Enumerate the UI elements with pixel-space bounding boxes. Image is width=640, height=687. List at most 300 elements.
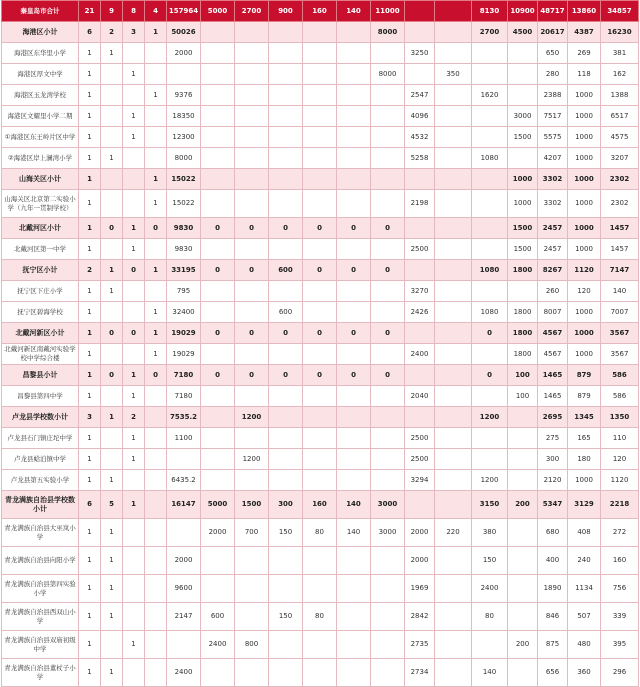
cell-value: 0: [201, 260, 235, 281]
cell-value: 1: [123, 428, 145, 449]
cell-value: [371, 169, 405, 190]
cell-value: 1890: [538, 575, 568, 603]
cell-value: 5000: [201, 491, 235, 519]
row-label: ①海港区东王岭片区中学: [2, 127, 79, 148]
cell-value: 395: [601, 631, 639, 659]
cell-value: 1: [145, 190, 167, 218]
cell-value: 200: [508, 491, 538, 519]
cell-value: 1500: [508, 239, 538, 260]
cell-value: 1: [79, 365, 101, 386]
cell-value: 280: [538, 64, 568, 85]
header-cell: 8130: [472, 1, 508, 22]
cell-value: 0: [303, 218, 337, 239]
cell-value: [371, 428, 405, 449]
cell-value: 240: [568, 547, 601, 575]
cell-value: 50026: [167, 22, 201, 43]
cell-value: 2734: [405, 659, 435, 687]
table-row: [2, 281, 639, 302]
cell-value: [167, 64, 201, 85]
table-row: [2, 302, 639, 323]
cell-value: [269, 631, 303, 659]
cell-value: 1: [79, 631, 101, 659]
cell-value: [337, 659, 371, 687]
cell-value: 1: [79, 85, 101, 106]
cell-value: [145, 575, 167, 603]
table-row: [2, 190, 639, 218]
cell-value: 1: [79, 575, 101, 603]
cell-value: 0: [371, 260, 405, 281]
cell-value: [235, 148, 269, 169]
cell-value: 2547: [405, 85, 435, 106]
cell-value: 3294: [405, 470, 435, 491]
cell-value: 0: [201, 365, 235, 386]
cell-value: 4500: [508, 22, 538, 43]
cell-value: [269, 148, 303, 169]
cell-value: [435, 365, 472, 386]
cell-value: 1345: [568, 407, 601, 428]
cell-value: [371, 386, 405, 407]
cell-value: [337, 239, 371, 260]
cell-value: 1: [145, 169, 167, 190]
cell-value: [371, 148, 405, 169]
cell-value: [269, 43, 303, 64]
cell-value: [303, 85, 337, 106]
cell-value: [337, 106, 371, 127]
cell-value: 1000: [568, 169, 601, 190]
cell-value: [123, 281, 145, 302]
cell-value: 1457: [601, 218, 639, 239]
cell-value: 1: [79, 547, 101, 575]
cell-value: [235, 22, 269, 43]
cell-value: 3567: [601, 344, 639, 365]
cell-value: [269, 449, 303, 470]
cell-value: [201, 281, 235, 302]
cell-value: 700: [235, 519, 269, 547]
cell-value: 1: [123, 386, 145, 407]
cell-value: 260: [538, 281, 568, 302]
subtotal-row: [2, 260, 639, 281]
cell-value: [145, 106, 167, 127]
cell-value: [337, 344, 371, 365]
cell-value: 2000: [405, 519, 435, 547]
cell-value: 2700: [472, 22, 508, 43]
cell-value: 360: [568, 659, 601, 687]
cell-value: 0: [269, 218, 303, 239]
table-row: [2, 386, 639, 407]
subtotal-row: [2, 22, 639, 43]
cell-value: 1120: [568, 260, 601, 281]
cell-value: [235, 281, 269, 302]
cell-value: [167, 519, 201, 547]
table-row: [2, 519, 639, 547]
cell-value: 4575: [601, 127, 639, 148]
cell-value: 220: [435, 519, 472, 547]
cell-value: 795: [167, 281, 201, 302]
cell-value: [508, 148, 538, 169]
cell-value: 2500: [405, 239, 435, 260]
cell-value: 1: [101, 519, 123, 547]
cell-value: [371, 43, 405, 64]
cell-value: [101, 85, 123, 106]
header-row: [2, 1, 639, 22]
cell-value: 32400: [167, 302, 201, 323]
header-total-label: 秦皇岛市合计: [2, 1, 79, 22]
cell-value: 2500: [405, 428, 435, 449]
cell-value: 586: [601, 386, 639, 407]
cell-value: 2000: [167, 43, 201, 64]
cell-value: 0: [235, 323, 269, 344]
cell-value: 5575: [538, 127, 568, 148]
cell-value: [472, 428, 508, 449]
cell-value: [435, 547, 472, 575]
table-row: [2, 547, 639, 575]
cell-value: 7517: [538, 106, 568, 127]
cell-value: [201, 575, 235, 603]
cell-value: 2388: [538, 85, 568, 106]
cell-value: 140: [601, 281, 639, 302]
cell-value: [269, 22, 303, 43]
cell-value: [235, 575, 269, 603]
cell-value: 2198: [405, 190, 435, 218]
cell-value: 756: [601, 575, 639, 603]
cell-value: 33195: [167, 260, 201, 281]
cell-value: 1080: [472, 260, 508, 281]
cell-value: [472, 281, 508, 302]
cell-value: 0: [337, 218, 371, 239]
cell-value: 1: [79, 659, 101, 687]
cell-value: [435, 428, 472, 449]
cell-value: [101, 428, 123, 449]
cell-value: [269, 428, 303, 449]
cell-value: 1500: [508, 218, 538, 239]
cell-value: 9376: [167, 85, 201, 106]
row-label: 青龙满族自治县大巫岚小学: [2, 519, 79, 547]
cell-value: [303, 302, 337, 323]
cell-value: [337, 148, 371, 169]
cell-value: [201, 449, 235, 470]
cell-value: 1620: [472, 85, 508, 106]
cell-value: 1080: [472, 302, 508, 323]
cell-value: [201, 470, 235, 491]
cell-value: [145, 407, 167, 428]
cell-value: [235, 239, 269, 260]
cell-value: [435, 344, 472, 365]
cell-value: [303, 470, 337, 491]
cell-value: 1200: [235, 449, 269, 470]
cell-value: 2147: [167, 603, 201, 631]
cell-value: [508, 281, 538, 302]
cell-value: [123, 190, 145, 218]
cell-value: [235, 659, 269, 687]
cell-value: 19029: [167, 323, 201, 344]
row-label: 山海关区北京第二实验小学（九年一贯制学校）: [2, 190, 79, 218]
cell-value: 1200: [235, 407, 269, 428]
cell-value: [145, 547, 167, 575]
cell-value: [337, 169, 371, 190]
cell-value: 1: [123, 491, 145, 519]
cell-value: 4567: [538, 344, 568, 365]
row-label: 山海关区小计: [2, 169, 79, 190]
header-cell: 21: [79, 1, 101, 22]
cell-value: [145, 386, 167, 407]
cell-value: [123, 148, 145, 169]
cell-value: 0: [371, 365, 405, 386]
cell-value: 1: [79, 169, 101, 190]
cell-value: [435, 127, 472, 148]
cell-value: [145, 603, 167, 631]
cell-value: 1: [101, 148, 123, 169]
cell-value: [371, 631, 405, 659]
cell-value: [101, 64, 123, 85]
row-label: 青龙满族自治县董杖子小学: [2, 659, 79, 687]
cell-value: [303, 428, 337, 449]
cell-value: 1: [101, 281, 123, 302]
cell-value: [371, 190, 405, 218]
header-cell: 160: [303, 1, 337, 22]
cell-value: 1100: [167, 428, 201, 449]
header-cell: 140: [337, 1, 371, 22]
cell-value: 1: [79, 386, 101, 407]
table-row: [2, 127, 639, 148]
cell-value: [435, 323, 472, 344]
cell-value: 1200: [472, 407, 508, 428]
cell-value: 1: [79, 148, 101, 169]
cell-value: 2695: [538, 407, 568, 428]
cell-value: [201, 190, 235, 218]
cell-value: 1500: [508, 127, 538, 148]
cell-value: 1: [145, 260, 167, 281]
cell-value: [145, 43, 167, 64]
cell-value: 1: [79, 603, 101, 631]
cell-value: [472, 127, 508, 148]
cell-value: [435, 85, 472, 106]
table-row: [2, 449, 639, 470]
row-label: 海港区小计: [2, 22, 79, 43]
table-row: [2, 85, 639, 106]
cell-value: [123, 43, 145, 64]
cell-value: 1: [145, 323, 167, 344]
cell-value: 140: [337, 519, 371, 547]
cell-value: [145, 428, 167, 449]
cell-value: 1: [123, 218, 145, 239]
subtotal-row: [2, 169, 639, 190]
cell-value: 6: [79, 22, 101, 43]
cell-value: 1: [101, 659, 123, 687]
subtotal-row: [2, 323, 639, 344]
cell-value: 9600: [167, 575, 201, 603]
cell-value: [101, 127, 123, 148]
header-cell: [405, 1, 435, 22]
cell-value: 0: [371, 323, 405, 344]
cell-value: [435, 603, 472, 631]
cell-value: [201, 106, 235, 127]
table-row: [2, 106, 639, 127]
cell-value: 80: [472, 603, 508, 631]
cell-value: [101, 302, 123, 323]
cell-value: [337, 127, 371, 148]
row-label: 海港区玉龙湾学校: [2, 85, 79, 106]
cell-value: [337, 43, 371, 64]
cell-value: 2218: [601, 491, 639, 519]
cell-value: 1: [79, 127, 101, 148]
cell-value: [269, 127, 303, 148]
cell-value: 1: [79, 239, 101, 260]
header-cell: 10900: [508, 1, 538, 22]
cell-value: [337, 22, 371, 43]
subtotal-row: [2, 365, 639, 386]
table-row: [2, 659, 639, 687]
cell-value: 1000: [508, 190, 538, 218]
cell-value: [303, 190, 337, 218]
cell-value: 20617: [538, 22, 568, 43]
cell-value: 1465: [538, 386, 568, 407]
cell-value: 3270: [405, 281, 435, 302]
cell-value: [472, 190, 508, 218]
cell-value: 1: [101, 260, 123, 281]
cell-value: [235, 85, 269, 106]
cell-value: [269, 547, 303, 575]
cell-value: [371, 239, 405, 260]
cell-value: [435, 281, 472, 302]
cell-value: [145, 491, 167, 519]
cell-value: 680: [538, 519, 568, 547]
cell-value: [508, 449, 538, 470]
cell-value: 480: [568, 631, 601, 659]
cell-value: [201, 386, 235, 407]
cell-value: 300: [269, 491, 303, 519]
cell-value: [337, 428, 371, 449]
cell-value: [123, 603, 145, 631]
cell-value: 408: [568, 519, 601, 547]
cell-value: 3000: [508, 106, 538, 127]
cell-value: 507: [568, 603, 601, 631]
cell-value: 275: [538, 428, 568, 449]
row-label: 青龙满族自治县学校数小计: [2, 491, 79, 519]
cell-value: 2000: [167, 547, 201, 575]
cell-value: [508, 575, 538, 603]
cell-value: 1000: [568, 239, 601, 260]
cell-value: [508, 470, 538, 491]
cell-value: [435, 659, 472, 687]
cell-value: 1: [79, 449, 101, 470]
row-label: 北戴河新区南戴河实验学校中学综合楼: [2, 344, 79, 365]
cell-value: [123, 344, 145, 365]
cell-value: [303, 659, 337, 687]
table-row: [2, 43, 639, 64]
cell-value: 3567: [601, 323, 639, 344]
cell-value: [123, 659, 145, 687]
cell-value: [371, 302, 405, 323]
cell-value: 4532: [405, 127, 435, 148]
cell-value: [337, 281, 371, 302]
cell-value: 1: [145, 344, 167, 365]
cell-value: [435, 218, 472, 239]
cell-value: [269, 575, 303, 603]
cell-value: 1: [79, 519, 101, 547]
cell-value: [303, 127, 337, 148]
cell-value: 2302: [601, 169, 639, 190]
header-cell: 13860: [568, 1, 601, 22]
cell-value: 4387: [568, 22, 601, 43]
cell-value: [269, 344, 303, 365]
header-cell: 5000: [201, 1, 235, 22]
cell-value: [201, 302, 235, 323]
cell-value: [337, 603, 371, 631]
cell-value: 3250: [405, 43, 435, 64]
cell-value: [123, 169, 145, 190]
row-label: 抚宁区下庄小学: [2, 281, 79, 302]
cell-value: 8000: [371, 64, 405, 85]
cell-value: [167, 631, 201, 659]
cell-value: [235, 127, 269, 148]
cell-value: [303, 64, 337, 85]
cell-value: 100: [508, 365, 538, 386]
cell-value: 8000: [371, 22, 405, 43]
table-row: [2, 603, 639, 631]
table-row: [2, 64, 639, 85]
cell-value: [145, 659, 167, 687]
cell-value: [303, 281, 337, 302]
cell-value: 1465: [538, 365, 568, 386]
cell-value: [101, 106, 123, 127]
cell-value: 118: [568, 64, 601, 85]
header-cell: 4: [145, 1, 167, 22]
cell-value: [405, 365, 435, 386]
cell-value: [337, 85, 371, 106]
cell-value: 0: [472, 365, 508, 386]
cell-value: 2: [79, 260, 101, 281]
cell-value: [435, 169, 472, 190]
cell-value: 0: [123, 323, 145, 344]
header-cell: 34857: [601, 1, 639, 22]
cell-value: [269, 85, 303, 106]
cell-value: [269, 106, 303, 127]
row-label: 青龙满族自治县西双山小学: [2, 603, 79, 631]
cell-value: [303, 449, 337, 470]
cell-value: 296: [601, 659, 639, 687]
cell-value: 1000: [568, 344, 601, 365]
cell-value: 1134: [568, 575, 601, 603]
cell-value: 879: [568, 365, 601, 386]
cell-value: [405, 169, 435, 190]
cell-value: [235, 302, 269, 323]
cell-value: 1: [79, 281, 101, 302]
cell-value: 0: [269, 365, 303, 386]
cell-value: [435, 43, 472, 64]
cell-value: 339: [601, 603, 639, 631]
header-cell: 11000: [371, 1, 405, 22]
cell-value: 1200: [472, 470, 508, 491]
cell-value: 400: [538, 547, 568, 575]
cell-value: [235, 386, 269, 407]
cell-value: [405, 22, 435, 43]
cell-value: [472, 106, 508, 127]
cell-value: 110: [601, 428, 639, 449]
cell-value: 120: [601, 449, 639, 470]
cell-value: [145, 64, 167, 85]
cell-value: 200: [508, 631, 538, 659]
cell-value: 1969: [405, 575, 435, 603]
cell-value: [145, 127, 167, 148]
cell-value: 3: [123, 22, 145, 43]
cell-value: [435, 491, 472, 519]
cell-value: 3129: [568, 491, 601, 519]
cell-value: [123, 302, 145, 323]
row-label: 卢龙县第五实验小学: [2, 470, 79, 491]
cell-value: 5258: [405, 148, 435, 169]
cell-value: 1: [101, 575, 123, 603]
cell-value: [371, 659, 405, 687]
